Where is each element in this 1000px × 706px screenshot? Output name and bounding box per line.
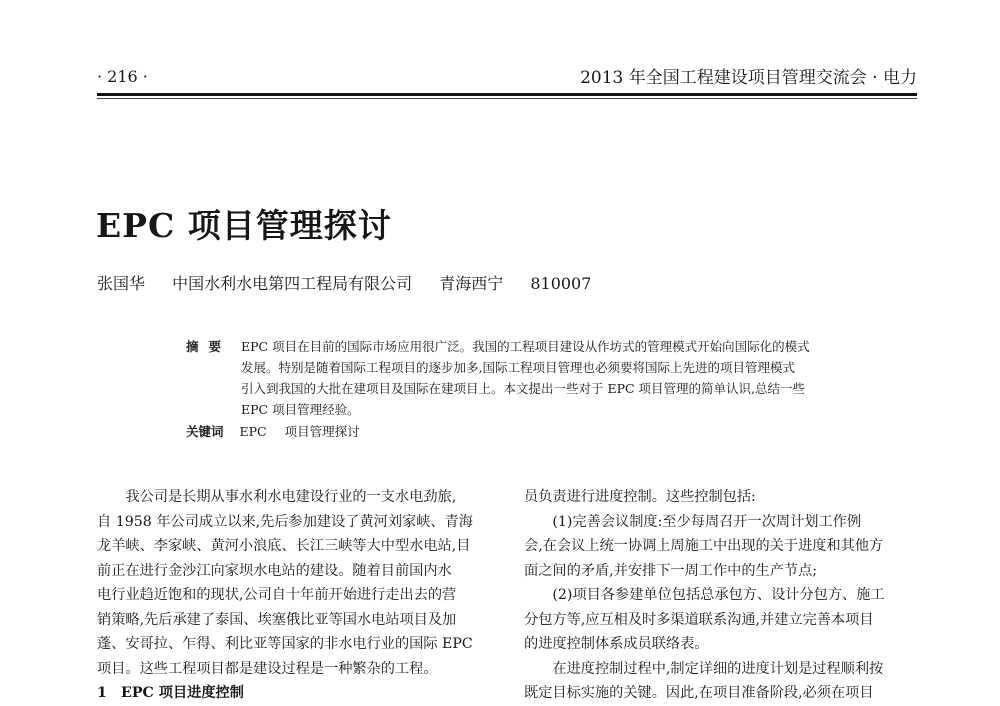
left-column <box>97 485 492 706</box>
abstract-line: EPC 项目在目前的国际市场应用很广泛。我国的工程项目建设从作坊式的管理模式开始向国际化的模式 <box>241 339 810 354</box>
abstract-line: 发展。特别是随着国际工程项目的逐步加多,国际工程项目管理也必须要将国际上先进的项目管理模式 <box>241 360 795 375</box>
keywords-label: 关键词 <box>186 424 224 439</box>
header-rule-thick <box>97 93 917 96</box>
body-line: 龙羊峡、李家峡、黄河小浪底、长江三峡等大中型水电站,目 <box>97 538 471 554</box>
abstract-line: 引入到我国的大批在建项目及国际在建项目上。本文提出一些对于 EPC 项目管理的简单认识,总结一些 <box>241 381 806 396</box>
body-line: 在进度控制过程中,制定详细的进度计划是过程顺利按 <box>524 660 884 677</box>
author-affiliation: 中国水利水电第四工程局有限公司 <box>172 274 413 293</box>
body-line: 自 1958 年公司成立以来,先后参加建设了黄河刘家峡、青海 <box>97 513 473 530</box>
running-title: 2013 年全国工程建设项目管理交流会 · 电力 <box>580 68 917 88</box>
body-line: 面之间的矛盾,并安排下一周工作中的生产节点; <box>524 562 818 579</box>
body-line: 既定目标实施的关键。因此,在项目准备阶段,必须在项目 <box>524 685 874 701</box>
author-byline <box>97 271 613 294</box>
abstract-body <box>241 336 856 420</box>
abstract-label: 摘要 <box>186 339 232 354</box>
body-line: (1)完善会议制度:至少每周召开一次周计划工作例 <box>524 513 862 530</box>
body-line: 会,在会议上统一协调上周施工中出现的关于进度和其他方 <box>524 538 884 554</box>
keyword-item: 项目管理探讨 <box>284 424 360 439</box>
keywords <box>186 421 374 442</box>
right-column <box>524 485 919 706</box>
page-number: · 216 · <box>97 67 148 86</box>
abstract <box>186 336 856 420</box>
body-line: (2)项目各参建单位包括总承包方、设计分包方、施工 <box>524 587 885 603</box>
author-name: 张国华 <box>97 274 146 293</box>
body-line: 的进度控制体系成员联络表。 <box>524 636 709 652</box>
body-line: 电行业趋近饱和的现状,公司自十年前开始进行走出去的营 <box>97 587 457 603</box>
keyword-item: EPC <box>239 424 267 439</box>
abstract-line: EPC 项目管理经验。 <box>241 402 360 417</box>
body-line: 项目。这些工程项目都是建设过程是一种繁杂的工程。 <box>97 660 438 677</box>
article-title: EPC 项目管理探讨 <box>96 206 392 245</box>
body-line: 蓬、安哥拉、乍得、利比亚等国家的非水电行业的国际 EPC <box>97 636 473 652</box>
body-line: 员负责进行进度控制。这些控制包括: <box>524 489 756 505</box>
body-line: 前正在进行金沙江向家坝水电站的建设。随着目前国内水 <box>97 562 452 579</box>
section-heading: 1 EPC 项目进度控制 <box>97 685 244 701</box>
body-line: 分包方等,应互相及时多渠道联系沟通,并建立完善本项目 <box>524 611 874 628</box>
running-header <box>97 63 917 89</box>
author-postcode: 810007 <box>530 274 592 293</box>
body-line: 销策略,先后承建了泰国、埃塞俄比亚等国水电站项目及加 <box>97 611 457 628</box>
author-location: 青海西宁 <box>439 274 504 293</box>
header-rule-thin <box>97 98 917 99</box>
body-line: 我公司是长期从事水利水电建设行业的一支水电劲旅, <box>97 489 457 505</box>
